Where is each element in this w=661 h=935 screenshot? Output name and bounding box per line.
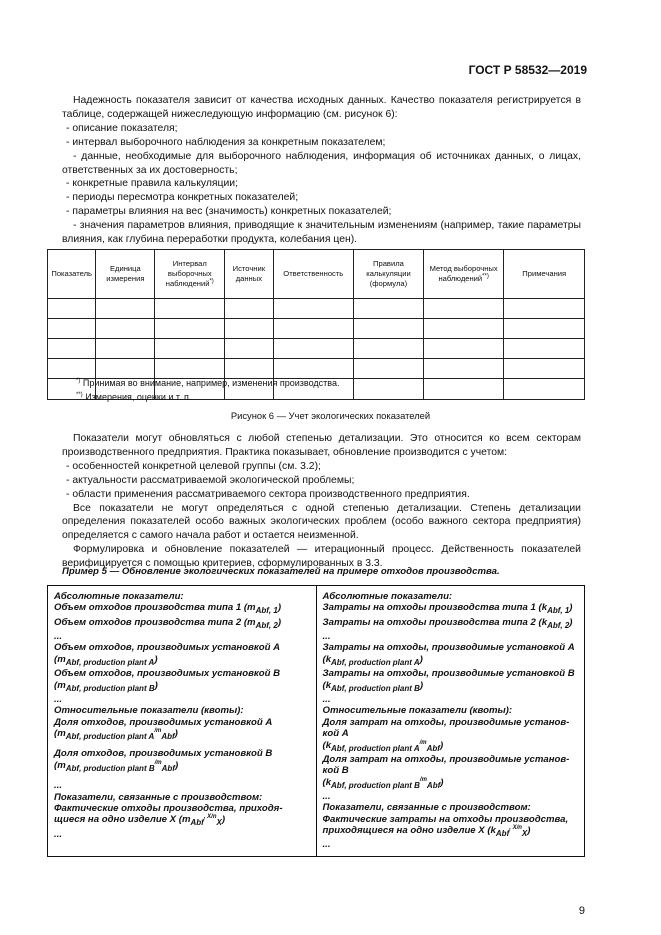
list-item: - области применения рассматриваемого сектора производственного предприятия. <box>62 488 581 502</box>
col-unit: Единица измерения <box>96 250 155 299</box>
example-right-column: Абсолютные показатели: Затраты на отходы производства типа 1 $(k_{Abf, 1})$ Затраты на отходы производства типа 2 $(k_{Abf, 2})$ ... Затраты на отходы, производимые установкой А $(k_{Abf, production plant A})$ Затраты на отходы, производимые установкой В $(k_{Abf, production plant B})$ ... Относительные показатели (квоты): Доля затрат на отходы, производимые установкой А $(k_{Abf, production plant A}^{/m}_{Abf})$ Доля затрат на отходы, производимые установкой В $(k_{Abf, production plant B}^{/m}_{Abf})$ ... Показатели, связанные с производством: Фактические затраты на отходы производства, приходящиеся на одно изделие X $(k_{Abf}^{, X/n}_X)$ ... <box>316 586 585 857</box>
bullet-list-2 <box>62 460 581 502</box>
page-number: 9 <box>578 905 585 917</box>
table-row <box>48 299 585 319</box>
footnote-1: *) Принимая во внимание, например, изменения производства. <box>76 378 340 388</box>
paragraph-intro: Надежность показателя зависит от качества исходных данных. Качество показателя регистрируется в таблице, содержащей нижеследующую информацию (см. рисунок 6): <box>62 95 581 120</box>
table-row <box>48 359 585 379</box>
list-item: - данные, необходимые для выборочного наблюдения, информация об источниках данных, о лицах, ответственных за их достоверность; <box>62 150 581 176</box>
bullet-list-1 <box>62 122 581 247</box>
table-row <box>48 319 585 339</box>
list-item: - периоды пересмотра конкретных показателей; <box>62 191 581 205</box>
list-item: - особенностей конкретной целевой группы (см. 3.2); <box>62 460 581 474</box>
example-title: Пример 5 — Обновление экологических показателей на примере отходов производства. <box>62 566 500 577</box>
list-item: - актуальности рассматриваемой экологической проблемы; <box>62 474 581 488</box>
example-left-column: Абсолютные показатели: Объем отходов производства типа 1 $(m_{Abf, 1})$ Объем отходов производства типа 2 $(m_{Abf, 2})$ ... Объем отходов, производимых установкой А $(m_{Abf, production plant A})$ Объем отходов, производимых установкой В $(m_{Abf, production plant B})$ ... Относительные показатели (квоты): Доля отходов, производимых установкой А $(m_{Abf, production plant A}^{/m}_{Abf})$ Доля отходов, производимых установкой В $(m_{Abf, production plant B}^{/m}_{Abf})$ ... Показатели, связанные с производством: Фактические отходы производства, приходящиеся на одно изделие X $(m_{Abf}^{, X/n}_X)$ ... <box>48 586 317 857</box>
list-item: - конкретные правила калькуляции; <box>62 177 581 191</box>
paragraph-iteration: Формулировка и обновление показателей — итерационный процесс. Действенность показателей верифицируется с помощью критериев, сформулированных в 3.3. <box>62 544 581 570</box>
list-item: - значения параметров влияния, приводящие к значительным изменениям (например, такие параметры влияния, как глубина переработки продукта, колебания цен). <box>62 220 581 246</box>
list-item: - параметры влияния на вес (значимость) конкретных показателей; <box>62 205 581 219</box>
table-header-row <box>48 250 585 299</box>
footnote-2: **) Измерения, оценки и т. п. <box>76 392 192 402</box>
table-row <box>48 339 585 359</box>
standard-number: ГОСТ Р 58532—2019 <box>468 63 587 77</box>
col-notes: Примечания <box>504 250 585 299</box>
list-item: - описание показателя; <box>62 122 581 136</box>
col-responsibility: Ответственность <box>273 250 354 299</box>
list-item: - интервал выборочного наблюдения за конкретным показателем; <box>62 136 581 150</box>
figure-caption: Рисунок 6 — Учет экологических показателей <box>230 410 431 421</box>
example-table <box>47 585 585 857</box>
paragraph-detail: Все показатели не могут определяться с одной степенью детализации. Степень детализации определения показателей особо важных экологических проблем (особо важного сектора предприятия) определяется с самого начала работ и остается неизменной. <box>62 502 581 542</box>
col-source: Источник данных <box>225 250 273 299</box>
col-indicator: Показатель <box>48 250 96 299</box>
paragraph-update: Показатели могут обновляться с любой степенью детализации. Это относится ко всем секторам производственного предприятия. Практика показывает, обновление производится с учетом: <box>62 433 581 458</box>
col-rules: Правила калькуляции (формула) <box>354 250 424 299</box>
col-method: Метод выборочных наблюдений**) <box>423 250 504 299</box>
col-interval: Интервал выборочных наблюдений*) <box>155 250 225 299</box>
